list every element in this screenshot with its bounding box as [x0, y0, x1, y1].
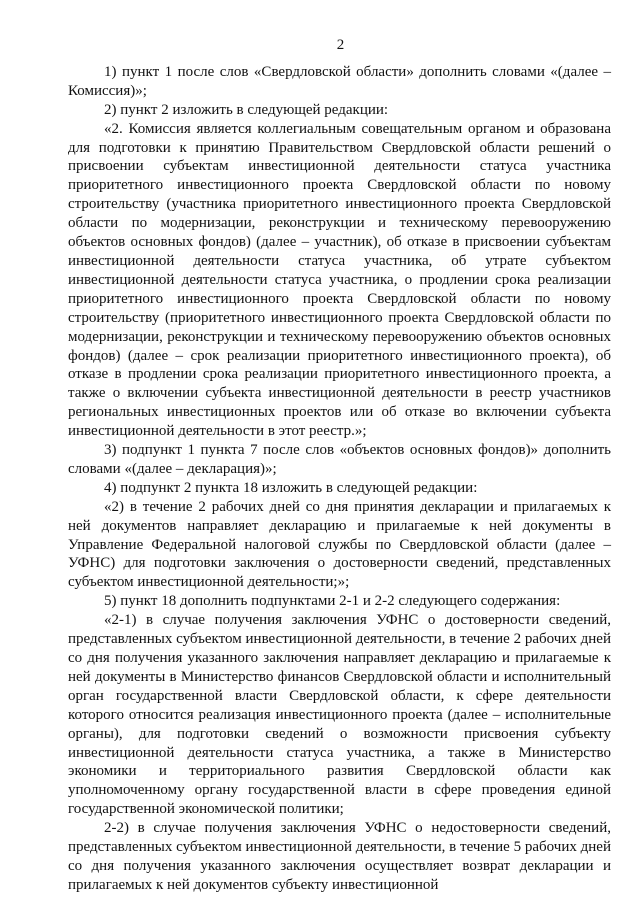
page-number: 2: [336, 37, 345, 53]
paragraph-commission-definition: «2. Комиссия является коллегиальным совещательным органом и образована для подготовки к принятию Правительством Свердловской области решений о присвоении субъектам инвестиционной деятельности статуса участника приоритетного инвестиционного проекта Свердловской области по новому строительству (участника приоритетного инвестиционного проекта Свердловской области по модернизации, реконструкции и техническому перевооружению объектов основных фондов) (далее – участник), об отказе в присвоении субъектам инвестиционной деятельности статуса участника, об утрате субъектом инвестиционной деятельности статуса участника, о продлении срока реализации приоритетного инвестиционного проекта Свердловской области по новому строительству (приоритетного инвестиционного проекта Свердловской области по модернизации, реконструкции и техническому перевооружению объектов основных фондов) (далее – срок реализации приоритетного инвестиционного проекта), об отказе в продлении срока реализации приоритетного инвестиционного проекта, а также о включении субъекта инвестиционной деятельности в реестр участников региональных инвестиционных проектов или об отказе во включении субъекта инвестиционной деятельности в этот реестр.»;: [68, 120, 611, 440]
paragraph-subclause-2: «2) в течение 2 рабочих дней со дня принятия декларации и прилагаемых к ней документов направляет декларацию и прилагаемые к ней документы в Управление Федеральной налоговой службы по Свердловской области (далее – УФНС) для подготовки заключения о достоверности сведений, представленных субъектом инвестиционной деятельности;»;: [68, 498, 611, 591]
paragraph-amendment-1: 1) пункт 1 после слов «Свердловской области» дополнить словами «(далее – Комиссия)»;: [68, 63, 611, 99]
paragraph-amendment-2: 2) пункт 2 изложить в следующей редакции:: [104, 101, 389, 118]
paragraph-subclause-2-2: 2-2) в случае получения заключения УФНС о недостоверности сведений, представленных субъектом инвестиционной деятельности, в течение 5 рабочих дней со дня получения указанного заключения осуществляет возврат декларации и прилагаемых к ней документов субъекту инвестиционной: [68, 820, 611, 893]
paragraph-amendment-5: 5) пункт 18 дополнить подпунктами 2-1 и 2-2 следующего содержания:: [104, 593, 561, 610]
paragraph-amendment-3: 3) подпункт 1 пункта 7 после слов «объектов основных фондов)» дополнить словами «(далее – декларация)»;: [68, 442, 611, 477]
paragraph-subclause-2-1: «2-1) в случае получения заключения УФНС о достоверности сведений, представленных субъектом инвестиционной деятельности, в течение 2 рабочих дней со дня получения указанного заключения направляет декларацию и прилагаемые к ней документы в Министерство финансов Свердловской области и исполнительный орган государственной власти Свердловской области, к сфере деятельности которого относится реализация инвестиционного проекта (далее – исполнительные органы), для подготовки сведений о возможности присвоения субъекту инвестиционной деятельности статуса участника, а также в Министерство экономики и территориального развития Свердловской области как уполномоченному органу государственной власти в сфере проведения единой государственной экономической политики;: [68, 612, 611, 818]
paragraph-amendment-4: 4) подпункт 2 пункта 18 изложить в следующей редакции:: [104, 479, 478, 496]
